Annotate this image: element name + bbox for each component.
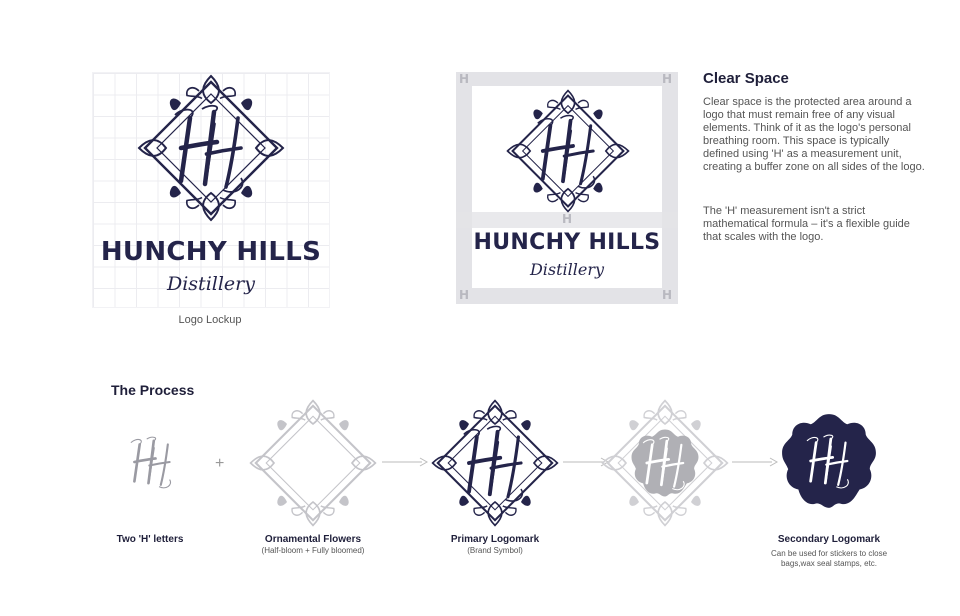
- step-sublabel: (Half-bloom + Fully bloomed): [261, 546, 365, 555]
- brand-name: HUNCHY HILLS: [100, 237, 322, 267]
- clear-space-title: Clear Space: [703, 70, 789, 87]
- clear-space-panel: [456, 72, 678, 304]
- primary-logomark-icon: [136, 73, 286, 223]
- step-sublabel: (Brand Symbol): [467, 546, 523, 555]
- h-marker: H: [562, 212, 573, 226]
- plus-icon: +: [215, 455, 225, 472]
- clear-band-bottom: [456, 288, 678, 304]
- primary-logomark-icon: [430, 398, 560, 528]
- clear-space-paragraph: Clear space is the protected area around a logo that must remain free of any visual elements. Think of it as the logo's personal breathing room. This space is typically defined using 'H' as a measurement unit, creating a buffer zone on all sides of the logo.: [703, 96, 925, 173]
- ornamental-flowers-icon: [248, 398, 378, 528]
- brand-subtitle: Distillery: [167, 273, 255, 295]
- primary-logomark-icon: [505, 88, 631, 214]
- logo-lockup-caption: Logo Lockup: [178, 314, 242, 326]
- step-label: Primary Logomark: [450, 534, 540, 545]
- brand-name: HUNCHY HILLS: [473, 230, 661, 255]
- step-label: Ornamental Flowers: [264, 534, 362, 545]
- h-marker: H: [459, 288, 470, 302]
- clear-space-paragraph: The 'H' measurement isn't a strict mathematical formula – it's a flexible guide that scales with the logo.: [703, 205, 910, 243]
- secondary-logomark-icon: [778, 410, 880, 512]
- h-marker: H: [662, 72, 673, 86]
- arrow-right-icon: [732, 457, 778, 467]
- two-h-letters-icon: [108, 418, 196, 506]
- h-marker: H: [459, 72, 470, 86]
- process-title: The Process: [111, 382, 195, 398]
- brand-subtitle: Distillery: [529, 260, 605, 279]
- clear-band-top: [456, 72, 678, 86]
- step-sublabel: Can be used for stickers to close bags,wax seal stamps, etc.: [770, 549, 888, 568]
- arrow-right-icon: [382, 457, 428, 467]
- transition-logomark-icon: [600, 398, 730, 528]
- step-label: Secondary Logomark: [777, 534, 881, 545]
- step-label: Two 'H' letters: [116, 534, 184, 545]
- logo-lockup-panel: [92, 72, 330, 308]
- h-marker: H: [662, 288, 673, 302]
